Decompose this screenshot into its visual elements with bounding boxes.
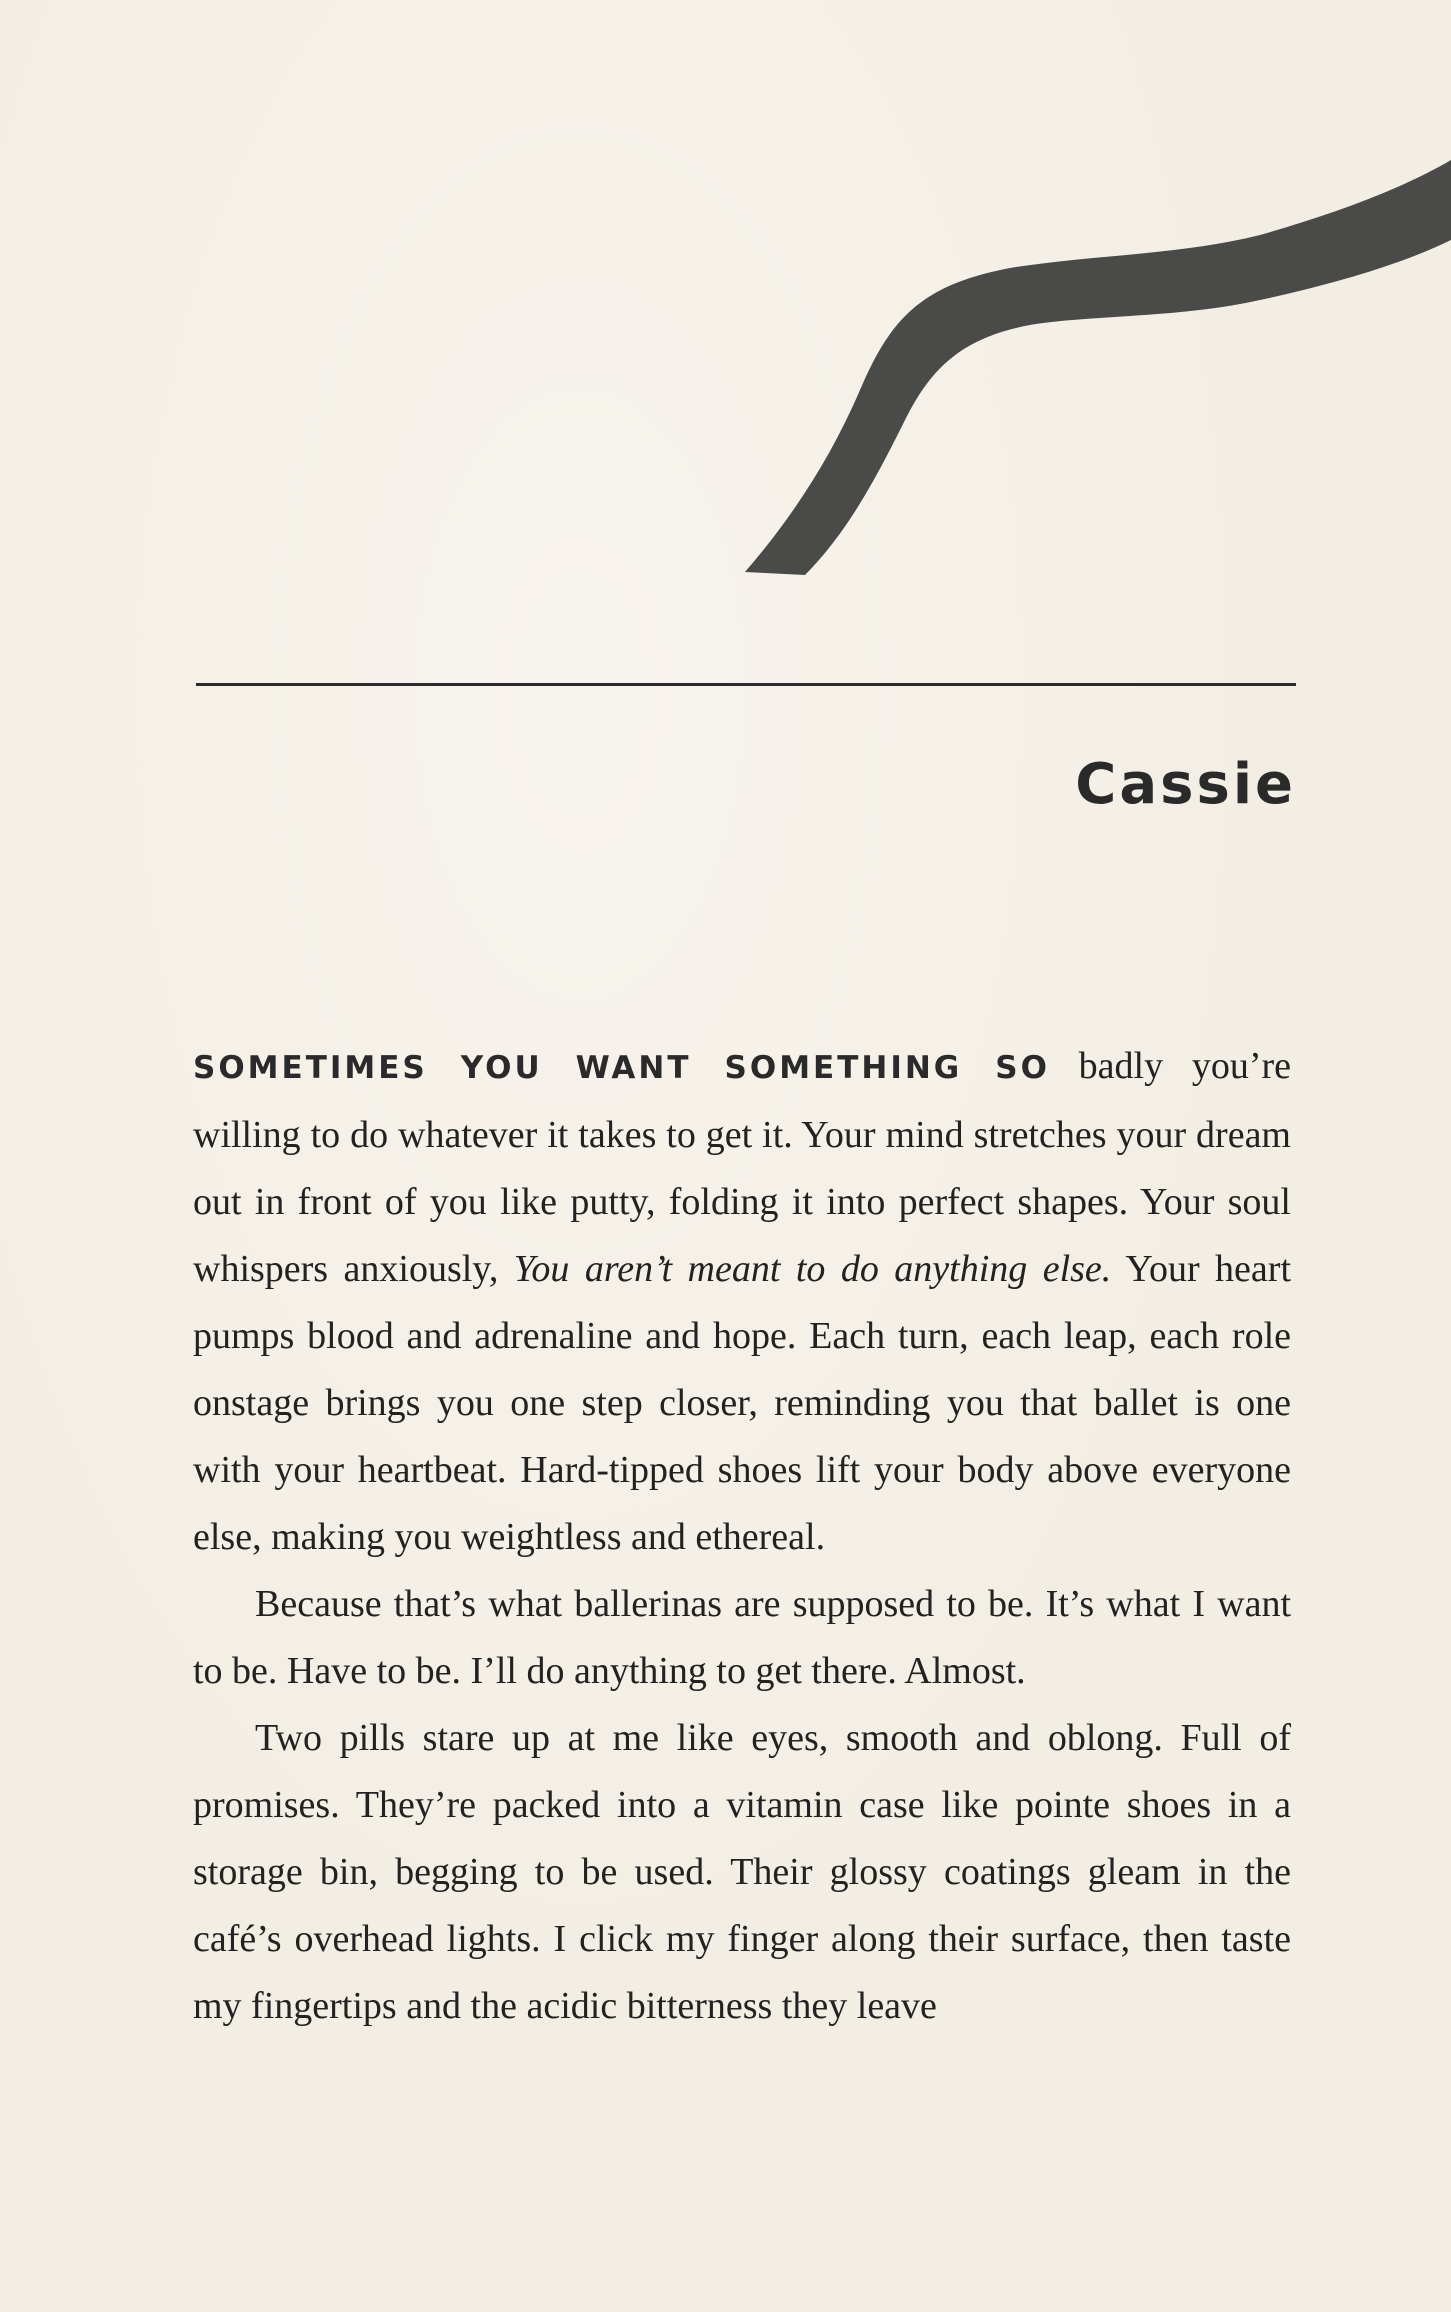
chapter-title: Cassie xyxy=(1075,752,1296,817)
paragraph-1-italic: You aren’t meant to do anything else. xyxy=(513,1248,1112,1290)
paragraph-1-text-b: Your heart pumps blood and adrenaline and hope. Each turn, each leap, each role onstage brings you one step closer, reminding you that ballet is one with your heartbeat. Hard-tipped shoes lift your body above everyone else, making you weightless and ethereal. xyxy=(193,1248,1292,1558)
ribbon-stroke xyxy=(745,160,1451,575)
paragraph-2: Because that’s what ballerinas are supposed to be. It’s what I want to be. Have to be. I’ll do anything to get there. Almost. xyxy=(193,1583,1291,1692)
chapter-body xyxy=(193,1033,1291,2040)
paragraph-1-text-a: badly you’re willing to do whatever it takes to get it. Your mind stretches your dream out in front of you like putty, folding it into perfect shapes. Your soul whispers anxiously, xyxy=(193,1045,1291,1290)
ribbon-ornament xyxy=(0,0,1451,700)
small-caps-lead-in: SOMETIMES YOU WANT SOMETHING SO xyxy=(193,1050,1050,1086)
paragraph-1 xyxy=(193,1033,1291,1571)
chapter-divider-rule xyxy=(196,683,1296,686)
paragraph-3: Two pills stare up at me like eyes, smooth and oblong. Full of promises. They’re packed into a vitamin case like pointe shoes in a storage bin, begging to be used. Their glossy coatings gleam in the café’s overhead lights. I click my finger along their surface, then taste my fingertips and the acidic bitterness they leave xyxy=(193,1717,1291,2027)
